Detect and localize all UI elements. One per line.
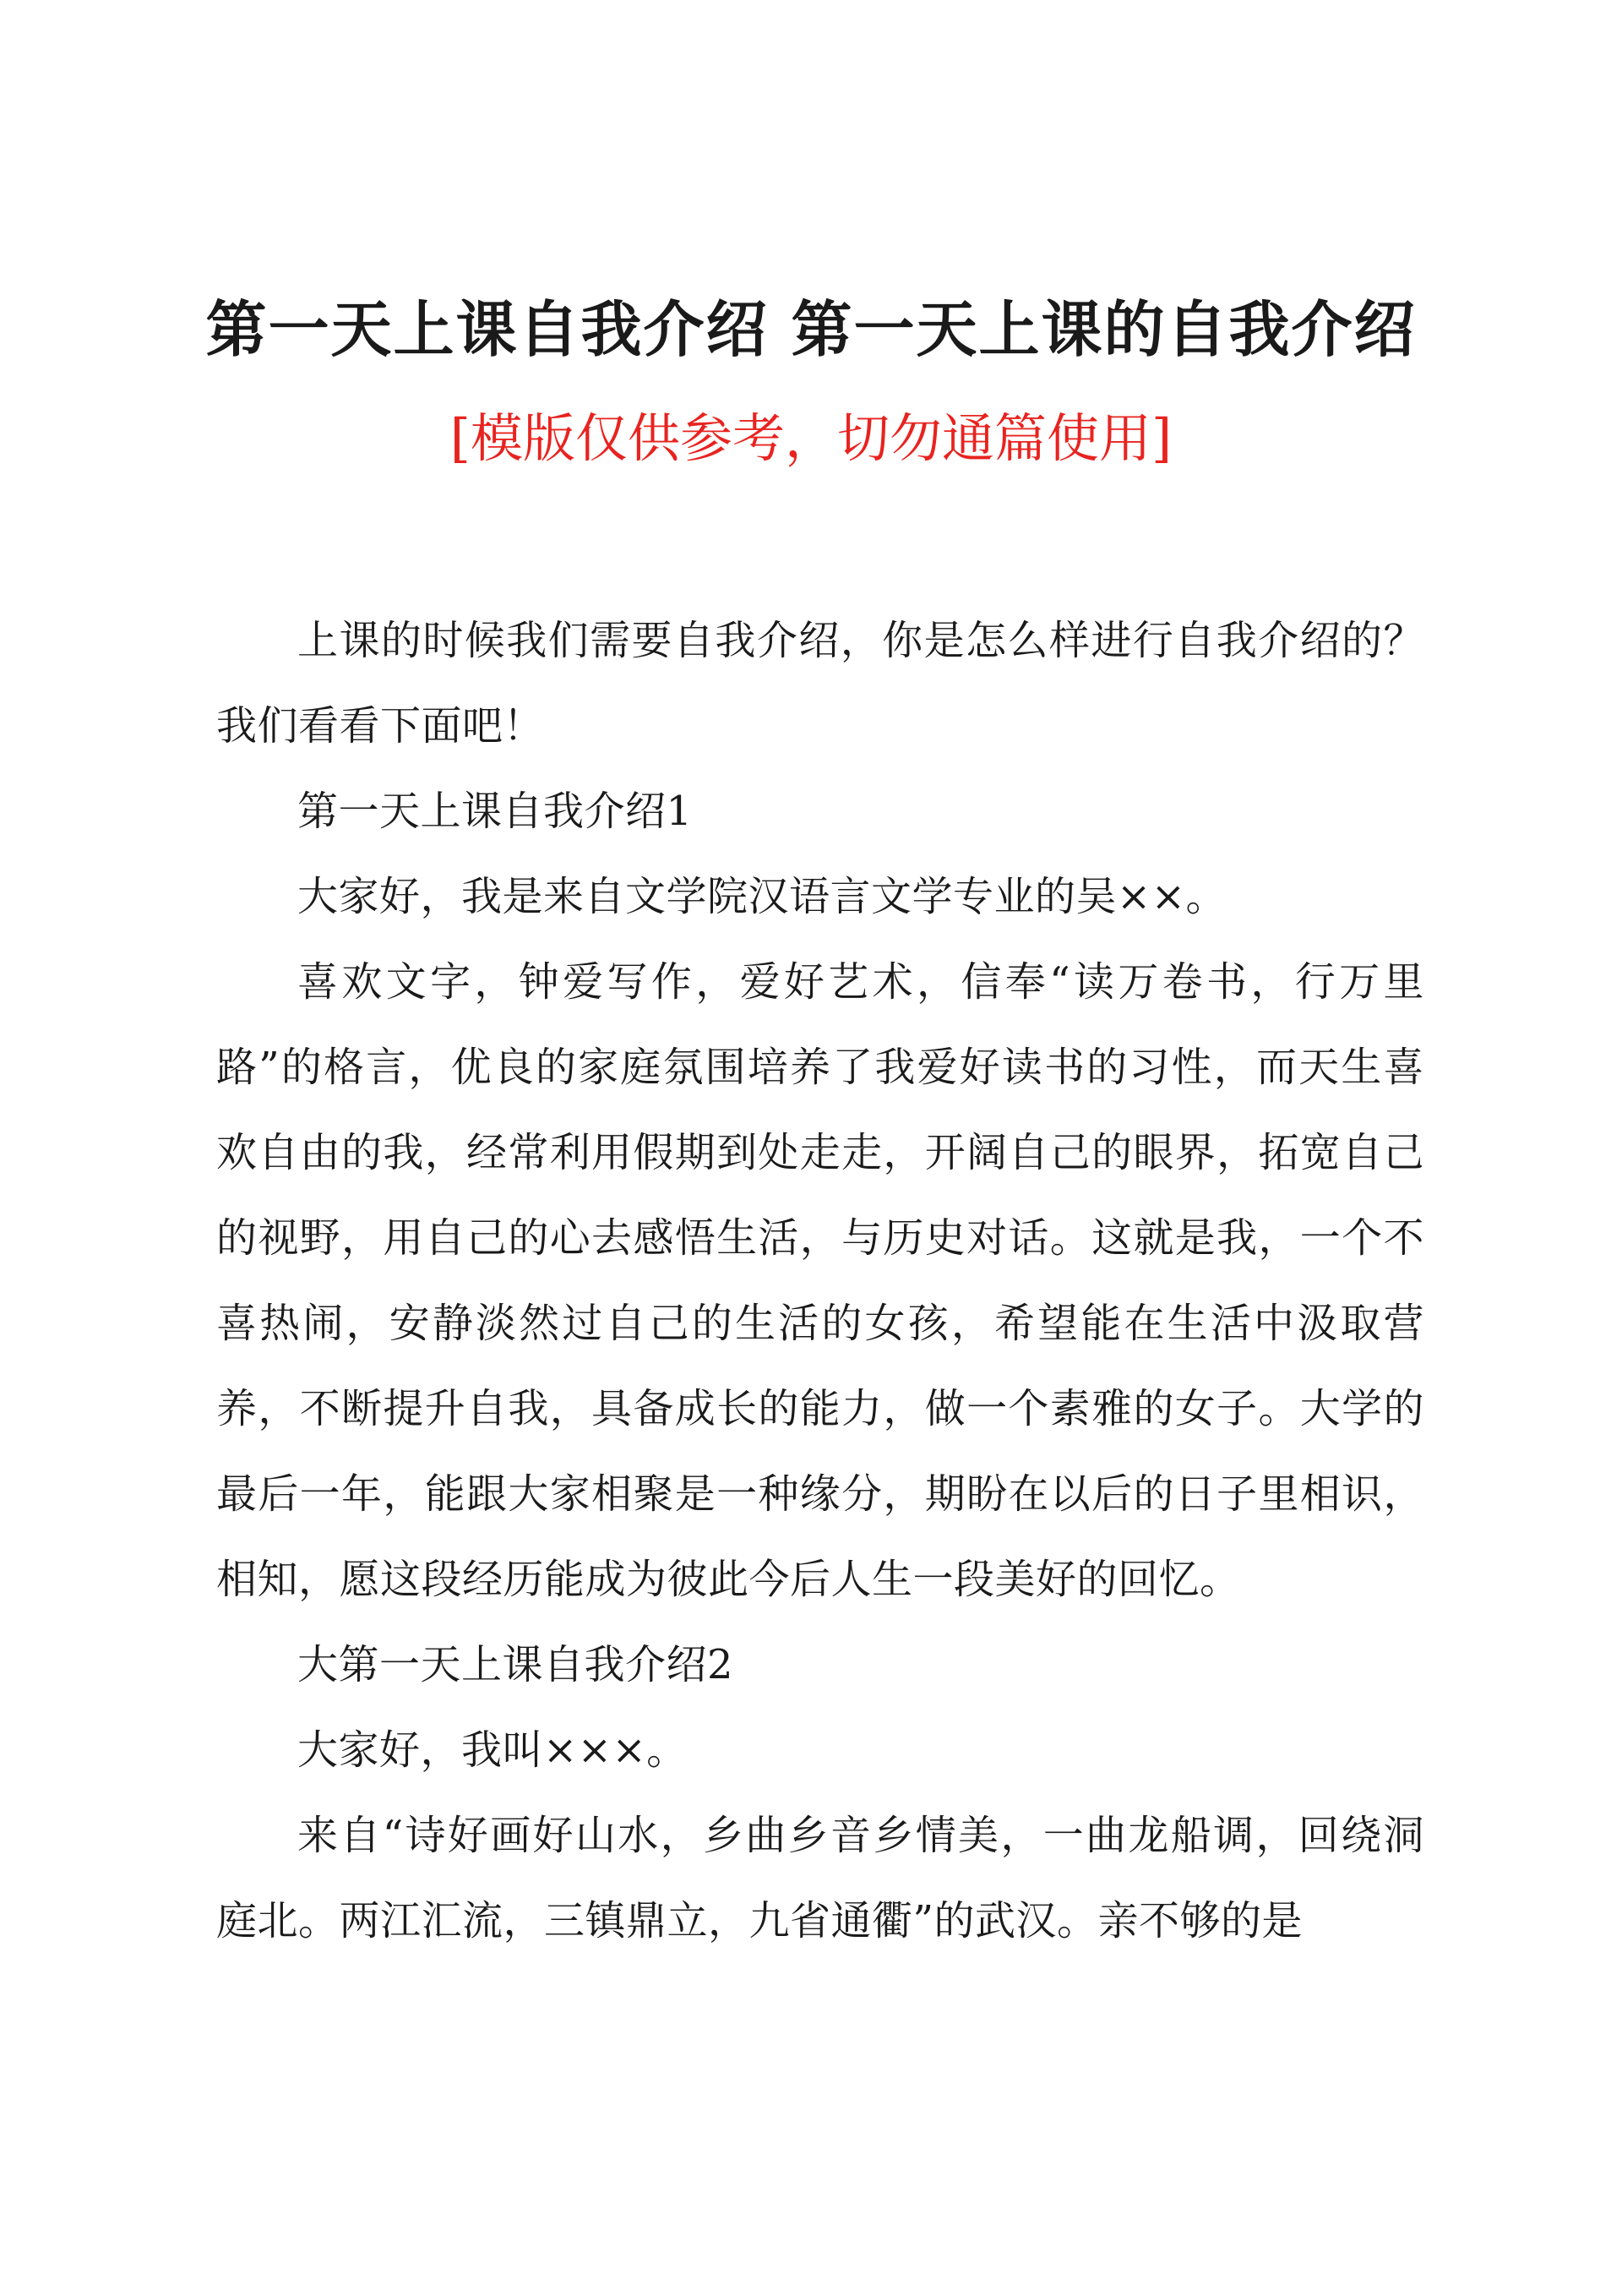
- document-title: 第一天上课自我介绍 第一天上课的自我介绍: [205, 293, 1417, 365]
- paragraph-greeting-2: 大家好，我叫×××。: [297, 1726, 688, 1774]
- document-body: [216, 598, 1424, 1964]
- paragraph-greeting-1: 大家好，我是来自文学院汉语言文学专业的吴××。: [297, 873, 1227, 920]
- template-notice: [模版仅供参考，切勿通篇使用]: [449, 407, 1173, 469]
- paragraph-hometown-2: 来自“诗好画好山水，乡曲乡音乡情美，一曲龙船调，回绕洞庭北。两江汇流，三镇鼎立，九省通衢”的武汉。亲不够的是: [216, 1812, 1424, 1944]
- intro-paragraph: 上课的时候我们需要自我介绍，你是怎么样进行自我介绍的？我们看看下面吧！: [216, 617, 1424, 750]
- section-heading-1: 第一天上课自我介绍1: [297, 788, 693, 835]
- section-heading-2: 大第一天上课自我介绍2: [297, 1641, 734, 1688]
- paragraph-self-description-1: 喜欢文字，钟爱写作，爱好艺术，信奉“读万卷书，行万里路”的格言，优良的家庭氛围培养了我爱好读书的习性，而天生喜欢自由的我，经常利用假期到处走走，开阔自己的眼界，拓宽自己的视野，用自己的心去感悟生活，与历史对话。这就是我，一个不喜热闹，安静淡然过自己的生活的女孩，希望能在生活中汲取营养，不断提升自我，具备成长的能力，做一个素雅的女子。大学的最后一年，能跟大家相聚是一种缘分，期盼在以后的日子里相识，相知，愿这段经历能成为彼此今后人生一段美好的回忆。: [216, 958, 1424, 1603]
